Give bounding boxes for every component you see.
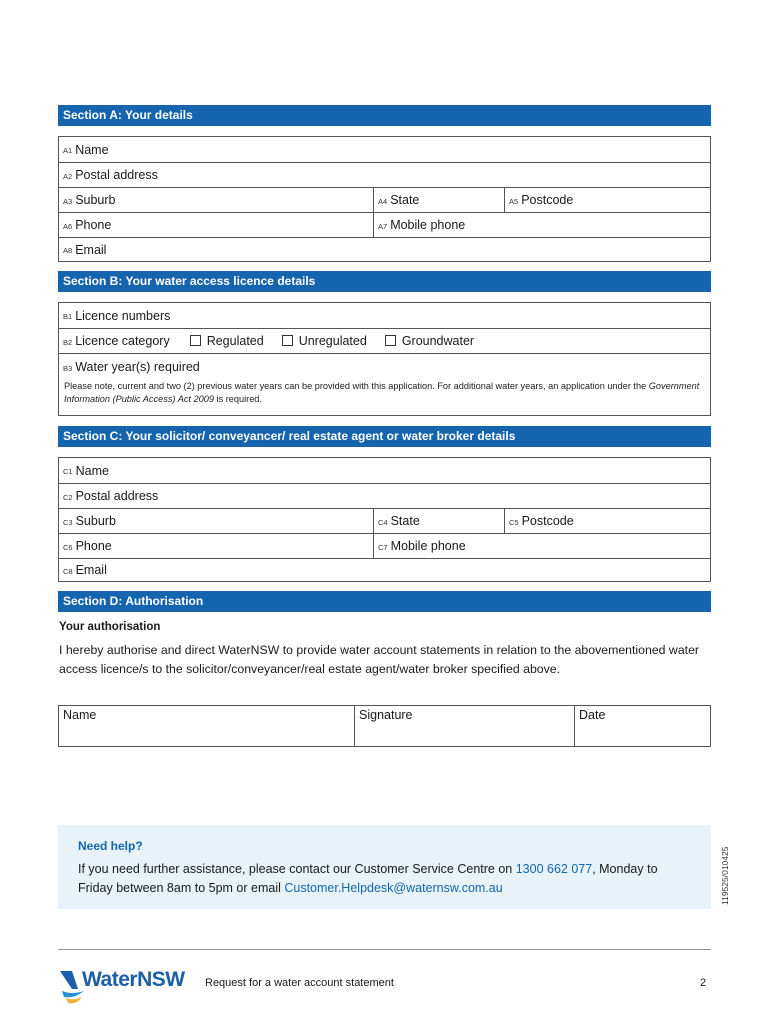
field-label: Postal address xyxy=(75,168,158,182)
field-label: Licence numbers xyxy=(75,308,171,323)
field-code: B3 xyxy=(63,363,73,373)
field-code: A8 xyxy=(63,246,73,255)
form-code: 119525/010425 xyxy=(720,846,730,905)
water-years-note xyxy=(59,380,710,412)
section-a-header: Section A: Your details xyxy=(58,105,711,126)
section-c-form xyxy=(58,457,711,582)
field-code: A1 xyxy=(63,146,73,155)
section-b-form xyxy=(58,302,711,416)
section-d-header: Section D: Authorisation xyxy=(58,591,711,612)
c7-mobile-phone-field[interactable] xyxy=(373,534,710,558)
authorisation-heading: Your authorisation xyxy=(59,621,161,633)
section-c-header: Section C: Your solicitor/ conveyancer/ real estate agent or water broker details xyxy=(58,426,711,447)
field-label: Name xyxy=(63,708,97,722)
section-a-form xyxy=(58,136,711,262)
help-box xyxy=(58,825,711,909)
document-title: Request for a water account statement xyxy=(205,977,394,989)
field-code: C5 xyxy=(509,517,519,527)
field-code: C7 xyxy=(378,542,388,552)
auth-name-field[interactable] xyxy=(59,706,354,746)
footer-divider xyxy=(58,949,711,950)
logo-text: WaterNSW xyxy=(82,968,185,991)
checkbox-icon[interactable] xyxy=(385,335,396,346)
auth-signature-field[interactable] xyxy=(354,706,574,746)
c6-phone-field[interactable] xyxy=(59,534,373,558)
field-label: Postcode xyxy=(521,514,574,528)
c8-email-field[interactable] xyxy=(59,559,710,581)
help-title: Need help? xyxy=(78,839,143,853)
field-code: C1 xyxy=(63,467,73,476)
field-label: Signature xyxy=(359,708,413,722)
field-label: Suburb xyxy=(75,514,116,528)
a3-suburb-field[interactable] xyxy=(59,188,373,212)
field-code: C8 xyxy=(63,566,73,576)
authorisation-text: I hereby authorise and direct WaterNSW to provide water account statements in relation to the abovementioned water access licence/s to the solicitor/conveyancer/real estate agent/water broker specified above. xyxy=(59,643,700,676)
a1-name-field[interactable] xyxy=(59,137,710,162)
b1-licence-numbers-field[interactable] xyxy=(59,303,710,328)
field-label: State xyxy=(390,514,420,528)
help-text-start: If you need further assistance, please contact our Customer Service Centre on xyxy=(78,862,516,876)
field-label: Postcode xyxy=(521,193,574,207)
page-number: 2 xyxy=(700,977,707,989)
field-code: C3 xyxy=(63,517,73,527)
field-label: Email xyxy=(75,242,107,257)
b2-licence-category-field xyxy=(59,329,710,353)
c4-state-field[interactable] xyxy=(373,509,504,533)
a2-postal-address-field[interactable] xyxy=(59,163,710,187)
note-text-end: is required. xyxy=(213,394,262,404)
c2-postal-address-field[interactable] xyxy=(59,484,710,508)
checkbox-unregulated[interactable] xyxy=(282,334,367,348)
checkbox-label: Unregulated xyxy=(298,334,367,348)
checkbox-regulated[interactable] xyxy=(190,334,264,348)
field-code: A3 xyxy=(63,196,73,206)
checkbox-icon[interactable] xyxy=(190,335,201,346)
c3-suburb-field[interactable] xyxy=(59,509,373,533)
checkbox-label: Regulated xyxy=(206,334,264,348)
field-code: C2 xyxy=(63,492,73,502)
email-link[interactable]: Customer.Helpdesk@waternsw.com.au xyxy=(284,881,503,895)
help-text xyxy=(78,860,691,898)
phone-link[interactable]: 1300 662 077 xyxy=(515,862,593,876)
signature-table xyxy=(58,705,711,747)
field-label: Email xyxy=(75,563,107,577)
field-label: Phone xyxy=(75,539,112,553)
waternsw-logo xyxy=(58,965,198,1007)
field-label: Postal address xyxy=(75,489,159,503)
field-code: A5 xyxy=(509,196,519,206)
act-name: Government Information (Public Access) Act 2009 xyxy=(64,381,700,404)
checkbox-label: Groundwater xyxy=(401,334,475,348)
help-text-middle: , Monday to Friday between 8am to 5pm or email xyxy=(78,862,658,895)
a4-state-field[interactable] xyxy=(373,188,504,212)
field-code: C6 xyxy=(63,542,73,552)
note-text: Please note, current and two (2) previous water years can be provided with this application. For additional water years, an application under the xyxy=(64,381,649,391)
field-label: Name xyxy=(75,142,109,157)
field-label: State xyxy=(390,193,420,207)
checkbox-groundwater[interactable] xyxy=(385,334,474,348)
a7-mobile-phone-field[interactable] xyxy=(373,213,710,237)
field-label: Licence category xyxy=(75,334,170,348)
field-code: A7 xyxy=(378,221,388,231)
field-code: A4 xyxy=(378,196,388,206)
field-label: Name xyxy=(75,463,109,478)
checkbox-icon[interactable] xyxy=(282,335,293,346)
field-label: Phone xyxy=(75,218,112,232)
field-label: Water year(s) required xyxy=(75,360,200,374)
field-label: Mobile phone xyxy=(390,539,466,553)
auth-date-field[interactable] xyxy=(574,706,710,746)
field-code: A2 xyxy=(63,171,73,181)
field-code: A6 xyxy=(63,221,73,231)
a5-postcode-field[interactable] xyxy=(504,188,710,212)
field-label: Suburb xyxy=(75,193,116,207)
b3-water-years-field[interactable] xyxy=(59,354,710,380)
c1-name-field[interactable] xyxy=(59,458,710,483)
section-b-header: Section B: Your water access licence details xyxy=(58,271,711,292)
a8-email-field[interactable] xyxy=(59,238,710,261)
field-label: Mobile phone xyxy=(390,218,466,232)
field-code: B2 xyxy=(63,337,73,347)
field-code: B1 xyxy=(63,312,73,321)
field-label: Date xyxy=(579,708,606,722)
a6-phone-field[interactable] xyxy=(59,213,373,237)
field-code: C4 xyxy=(378,517,388,527)
c5-postcode-field[interactable] xyxy=(504,509,710,533)
